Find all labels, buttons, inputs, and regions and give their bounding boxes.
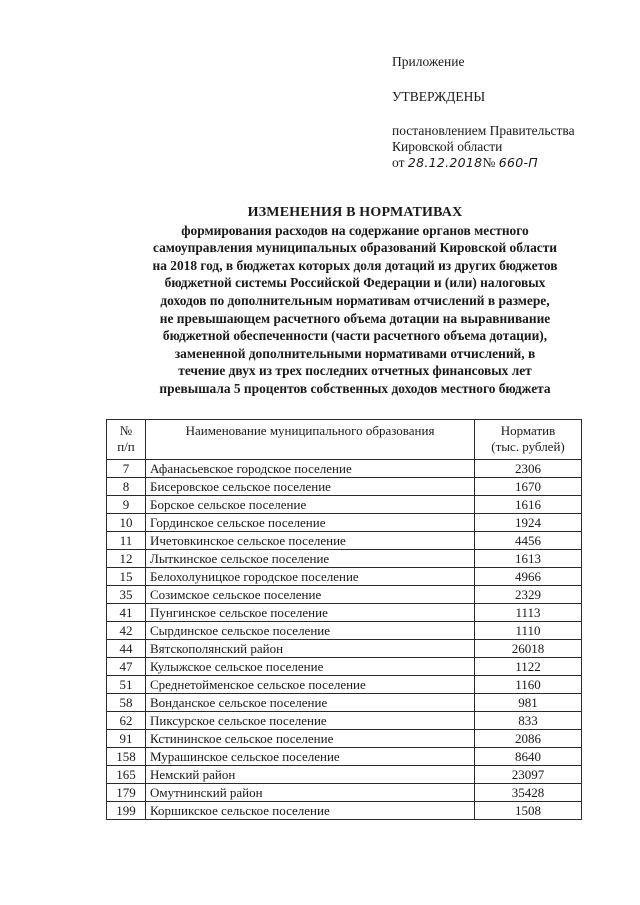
table-row xyxy=(107,604,582,622)
title-line: бюджетной системы Российской Федерации и (или) налоговых xyxy=(164,275,546,291)
decree-date-line xyxy=(392,155,632,171)
row-norm-value: 4456 xyxy=(475,532,582,550)
row-municipality: Омутнинский район xyxy=(146,784,475,802)
table-row xyxy=(107,496,582,514)
decree-number-label: № xyxy=(482,155,496,170)
row-number: 12 xyxy=(107,550,146,568)
decree-line-1: постановлением Правительства xyxy=(392,123,575,138)
row-norm-value: 1122 xyxy=(475,658,582,676)
title-line: замененной дополнительными нормативами отчислений, в xyxy=(174,345,536,361)
table-row xyxy=(107,460,582,478)
row-norm-value: 1508 xyxy=(475,802,582,820)
header-value: Норматив (тыс. рублей) xyxy=(475,420,582,460)
row-norm-value: 35428 xyxy=(475,784,582,802)
table-row xyxy=(107,676,582,694)
title-line: формирования расходов на содержание органов местного xyxy=(181,222,529,238)
row-municipality: Сырдинское сельское поселение xyxy=(146,622,475,640)
row-municipality: Вонданское сельское поселение xyxy=(146,694,475,712)
row-number: 9 xyxy=(107,496,146,514)
table-row xyxy=(107,550,582,568)
title-line: самоуправления муниципальных образований Кировской области xyxy=(152,240,558,256)
row-municipality: Гординское сельское поселение xyxy=(146,514,475,532)
row-number: 47 xyxy=(107,658,146,676)
table-body xyxy=(107,460,582,820)
row-number: 91 xyxy=(107,730,146,748)
row-municipality: Немский район xyxy=(146,766,475,784)
table-row xyxy=(107,730,582,748)
row-number: 199 xyxy=(107,802,146,820)
main-title: ИЗМЕНЕНИЯ В НОРМАТИВАХ xyxy=(247,205,463,220)
decree-number: 660-П xyxy=(498,155,538,170)
header-num: № п/п xyxy=(107,420,146,460)
row-norm-value: 1110 xyxy=(475,622,582,640)
row-municipality: Лыткинское сельское поселение xyxy=(146,550,475,568)
row-norm-value: 26018 xyxy=(475,640,582,658)
appendix-label: Приложение xyxy=(392,54,465,69)
row-norm-value: 2329 xyxy=(475,586,582,604)
header-name: Наименование муниципального образования xyxy=(146,420,475,460)
table-row xyxy=(107,658,582,676)
row-municipality: Борское сельское поселение xyxy=(146,496,475,514)
row-norm-value: 1616 xyxy=(475,496,582,514)
table-row xyxy=(107,514,582,532)
row-municipality: Кулыжское сельское поселение xyxy=(146,658,475,676)
row-norm-value: 4966 xyxy=(475,568,582,586)
table-header-row xyxy=(107,420,582,460)
norms-table xyxy=(106,419,582,820)
row-number: 62 xyxy=(107,712,146,730)
row-norm-value: 1160 xyxy=(475,676,582,694)
decree-date: 28.12.2018 xyxy=(407,155,483,170)
table-row xyxy=(107,712,582,730)
row-municipality: Ичетовкинское сельское поселение xyxy=(146,532,475,550)
row-norm-value: 1924 xyxy=(475,514,582,532)
row-norm-value: 1613 xyxy=(475,550,582,568)
row-number: 42 xyxy=(107,622,146,640)
title-line: на 2018 год, в бюджетах которых доля дотаций из других бюджетов xyxy=(152,257,558,273)
table-row xyxy=(107,586,582,604)
row-municipality: Кстининское сельское поселение xyxy=(146,730,475,748)
table-row xyxy=(107,640,582,658)
row-municipality: Мурашинское сельское поселение xyxy=(146,748,475,766)
table-row xyxy=(107,622,582,640)
row-norm-value: 833 xyxy=(475,712,582,730)
row-number: 158 xyxy=(107,748,146,766)
document-title xyxy=(60,204,640,398)
row-norm-value: 981 xyxy=(475,694,582,712)
row-number: 35 xyxy=(107,586,146,604)
decree-line-2: Кировской области xyxy=(392,139,503,154)
row-number: 8 xyxy=(107,478,146,496)
table-row xyxy=(107,694,582,712)
row-number: 58 xyxy=(107,694,146,712)
approval-header xyxy=(392,54,632,171)
title-line: превышала 5 процентов собственных доходов местного бюджета xyxy=(159,380,551,396)
row-municipality: Коршикское сельское поселение xyxy=(146,802,475,820)
row-municipality: Вятскополянский район xyxy=(146,640,475,658)
row-norm-value: 2086 xyxy=(475,730,582,748)
row-number: 11 xyxy=(107,532,146,550)
row-norm-value: 23097 xyxy=(475,766,582,784)
row-municipality: Созимское сельское поселение xyxy=(146,586,475,604)
row-municipality: Бисеровское сельское поселение xyxy=(146,478,475,496)
row-number: 41 xyxy=(107,604,146,622)
row-municipality: Пиксурское сельское поселение xyxy=(146,712,475,730)
row-municipality: Белохолуницкое городское поселение xyxy=(146,568,475,586)
table-row xyxy=(107,568,582,586)
row-municipality: Афанасьевское городское поселение xyxy=(146,460,475,478)
decree-prefix: от xyxy=(392,155,405,170)
row-municipality: Среднетойменское сельское поселение xyxy=(146,676,475,694)
row-norm-value: 1113 xyxy=(475,604,582,622)
table-row xyxy=(107,478,582,496)
row-number: 51 xyxy=(107,676,146,694)
title-line: течение двух из трех последних отчетных финансовых лет xyxy=(178,363,532,379)
title-line: доходов по дополнительным нормативам отчислений в размере, xyxy=(160,292,550,308)
table-row xyxy=(107,766,582,784)
title-line: бюджетной обеспеченности (части расчетного объема дотации), xyxy=(162,328,548,344)
table-row xyxy=(107,748,582,766)
table-row xyxy=(107,784,582,802)
table-row xyxy=(107,802,582,820)
row-number: 7 xyxy=(107,460,146,478)
row-number: 15 xyxy=(107,568,146,586)
row-norm-value: 2306 xyxy=(475,460,582,478)
row-municipality: Пунгинское сельское поселение xyxy=(146,604,475,622)
row-number: 10 xyxy=(107,514,146,532)
title-line: не превышающем расчетного объема дотации на выравнивание xyxy=(159,310,551,326)
row-number: 179 xyxy=(107,784,146,802)
approved-label: УТВЕРЖДЕНЫ xyxy=(392,89,486,104)
row-norm-value: 8640 xyxy=(475,748,582,766)
row-norm-value: 1670 xyxy=(475,478,582,496)
table-row xyxy=(107,532,582,550)
row-number: 44 xyxy=(107,640,146,658)
row-number: 165 xyxy=(107,766,146,784)
